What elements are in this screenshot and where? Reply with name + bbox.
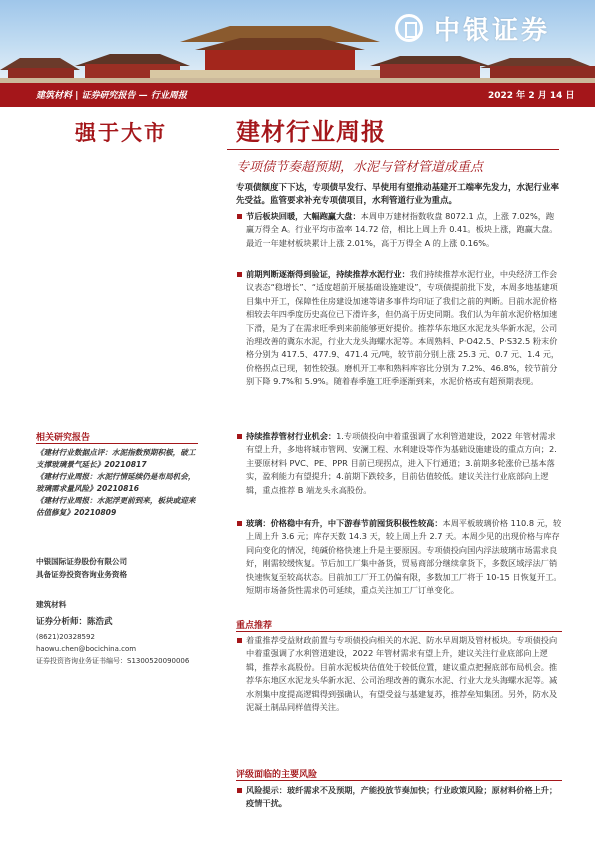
investment-rating: 强于大市 xyxy=(75,120,167,145)
bullet-heading: 持续推荐管材行业机会： xyxy=(246,431,337,441)
bullet-heading: 节后板块回暖，大幅跑赢大盘： xyxy=(246,211,361,221)
lead-summary: 专项债额度下下达，专项债早发行、早使用有望推动基建开工端率先发力，水泥行业率先受益。监管要求补充专项债项目，水利管道行业为重点。 xyxy=(236,183,560,206)
focus-heading: 重点推荐 xyxy=(236,621,273,631)
sector-label: 建筑材料 xyxy=(36,600,67,609)
related-report-item[interactable]: 《建材行业周报：水泥浮更前到来，板块或迎来估值修复》20210809 xyxy=(36,496,196,517)
title-divider xyxy=(227,149,559,150)
page-title: 建材行业周报 xyxy=(236,117,386,146)
focus-body xyxy=(246,634,562,714)
focus-divider xyxy=(236,631,562,632)
risk-text: 玻纤需求不及预期，产能投放节奏加快；行业政策风险；原材料价格上升；疫情干扰。 xyxy=(246,785,558,809)
bullet-square-icon xyxy=(237,434,242,439)
related-report-item[interactable]: 《建材行业周报：水泥行情延续仍是布局机会，玻璃需求量风险》20210816 xyxy=(36,472,196,493)
analyst-phone: (8621)20328592 xyxy=(36,633,95,641)
bullet-cement xyxy=(246,268,562,389)
bullet-sector-performance xyxy=(246,210,562,250)
analyst-cert: 证券投资咨询业务证书编号：S1300520090006 xyxy=(36,657,190,665)
bullet-glass xyxy=(246,517,562,597)
left-divider xyxy=(36,443,198,444)
breadcrumb: 建筑材料 | 证券研究报告 — 行业周报 xyxy=(36,91,187,101)
bullet-body: 1.专项债投向中着重强调了水利管道建设，2022 年管材需求有望上升，多地将城市管网、安澜工程、水利建设等作为基础设施建设的重点方向；2.主要原材料 PVC、PE、PPR 目前已现拐点，进入下行通道；3.前期多轮涨价已基本落实，盈利能力有望提升；4.前期下跌较多，目前估值较低。建议关注行业底部向上逻辑，重点推荐 B 端龙头永高股份。 xyxy=(246,431,557,495)
risk-divider xyxy=(236,780,562,781)
risk-body xyxy=(246,784,562,811)
bullet-square-icon xyxy=(237,272,242,277)
analyst-name: 证券分析师：陈浩武 xyxy=(36,617,113,627)
page-subtitle: 专项债节奏超预期，水泥与管材管道成重点 xyxy=(236,160,484,175)
related-report-item[interactable]: 《建材行业数据点评：水泥指数预期积极，破工支撑玻璃景气延长》20210817 xyxy=(36,448,196,469)
bullet-heading: 玻璃：价格稳中有升，中下游春节前囤货积极性较高： xyxy=(246,518,443,528)
bullet-body: 本周平板玻璃价格 110.8 元，较上周上升 3.6 元；库存天数 14.3 天，较上周上升 2.7 天。本周少见的出现价格与库存同向变化的情况，纯碱价格快速上升是主要原因。专项债投向国内浮法玻璃市场需求良好，刚需较缓恢复。节后加工厂集中备货，贸易商部分继续拿货下，多数区域浮法厂销快速恢复至较高状态。目前加工厂开工仍偏有限，多数加工厂将于 10-15 日恢复开工。短期市场备货性需求仍可延续，重点关注加工厂订单变化。 xyxy=(246,518,562,596)
bullet-square-icon xyxy=(237,788,242,793)
boc-logo-icon xyxy=(395,14,423,42)
report-date: 2022 年 2 月 14 日 xyxy=(488,91,575,101)
company-name: 中银国际证券股份有限公司 xyxy=(36,557,128,566)
focus-text: 着重推荐受益财政前置与专项债投向相关的水泥、防水早周期及管材板块。专项债投向中着重强调了水利管道建设，2022 年管材需求有望上升，建议关注行业底部向上逻辑，推荐永高股份。目前水泥板块估值处于较低位置，建议重点把握底部布局机会。推荐华东地区水泥龙头华新水泥、公司治理改善的冀东水泥、行业大龙头海螺水泥等。减水剂集中度提高逻辑得到强确认，有望受益与基建复苏，推荐垒知集团。另外，防水及泥凝土制品同样值得关注。 xyxy=(246,635,558,713)
related-reports-heading: 相关研究报告 xyxy=(36,433,91,443)
bullet-body: 我们持续推荐水泥行业，中央经济工作会议表态“稳增长”、“适度超前开展基础设施建设”，专项债提前批下发，本周多地基建项目集中开工，保障性住房建设加速等诸多事件均印证了我们之前的判断。目前水泥价格相较去年四季度历史高位已下滑许多，但仍高于历史同期。我们认为年前水泥价格加速下滑，是为了在需求旺季到来前能够更好提价。推荐华东地区水泥龙头华新水泥，公司治理改善的冀东水泥，行业大龙头海螺水泥等。本周熟料、P·O42.5、P·S32.5 粉末价格分别为 417.5、477.9、471.4 元/吨，较节前分别上涨 25.3 元、0.7 元、1.4 元，价格拐点已现，韧性较强。磨机开工率和熟料库容比分别为 7.2%、46.8%，较节前分别下降 9.7%和 5.9%。随着春季施工旺季逐渐到来，水泥价格或有超预期表现。 xyxy=(246,269,560,387)
bullet-heading: 前期判断逐渐得到验证，持续推荐水泥行业： xyxy=(246,269,410,279)
bullet-square-icon xyxy=(237,214,242,219)
bullet-square-icon xyxy=(237,521,242,526)
company-logo-text: 中银证券 xyxy=(434,16,551,46)
bullet-square-icon xyxy=(237,638,242,643)
risk-label: 风险提示： xyxy=(246,785,287,795)
analyst-email[interactable]: haowu.chen@bocichina.com xyxy=(36,645,137,653)
risk-heading: 评级面临的主要风险 xyxy=(236,770,318,780)
bullet-pipes xyxy=(246,430,562,497)
bullet-body: 本周申万建材指数收盘 8072.1 点，上涨 7.02%，跑赢万得全 A。行业平均市盈率 14.72 倍，相比上周上升 0.41。板块上涨，跑赢大盘。最近一年建材板块累计上涨 2.01%，高于万得全 A 的上涨 0.16%。 xyxy=(246,211,558,248)
qualification: 具备证券投资咨询业务资格 xyxy=(36,570,128,579)
